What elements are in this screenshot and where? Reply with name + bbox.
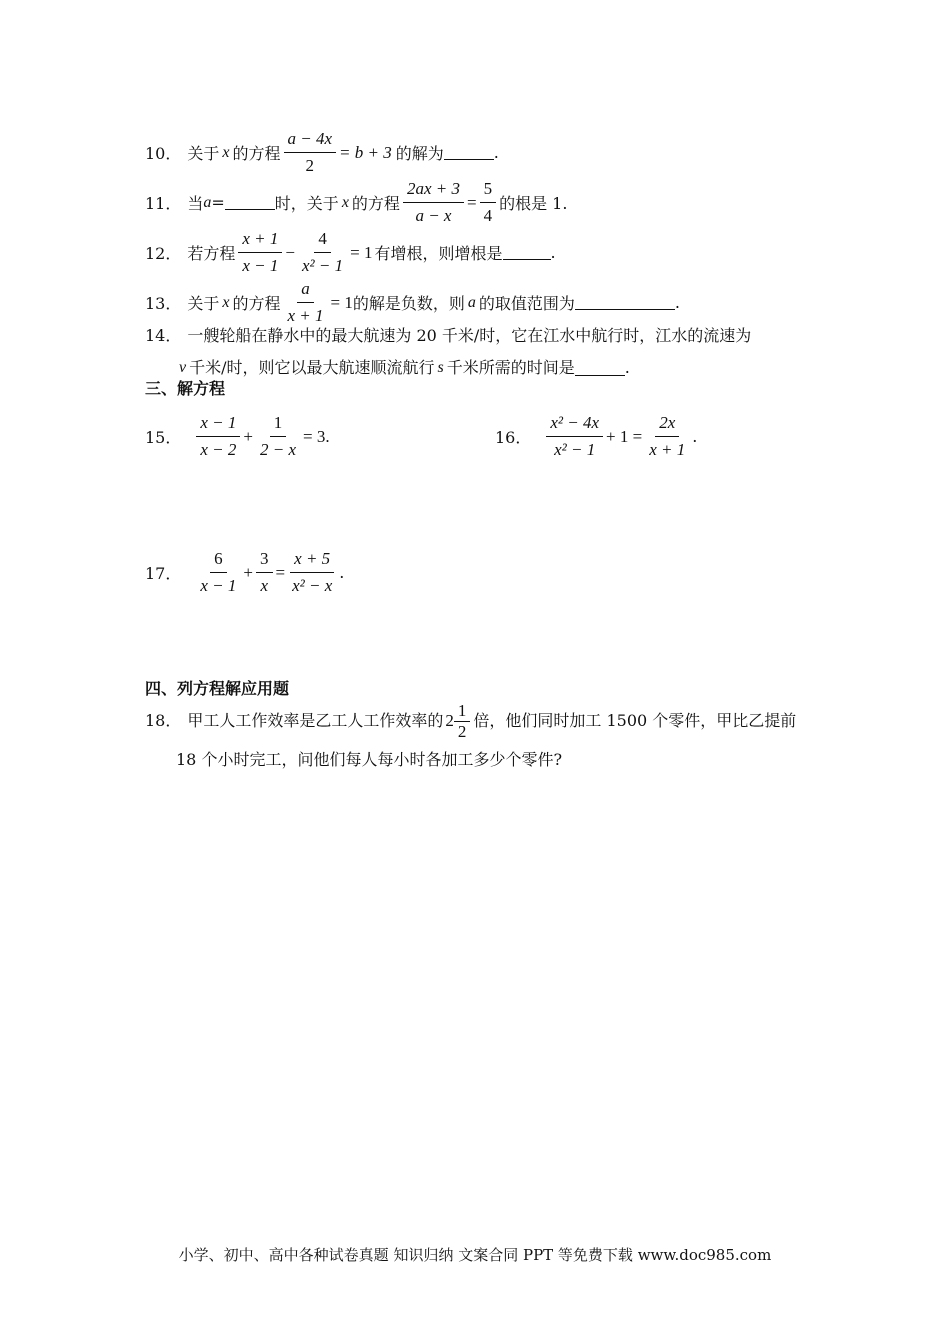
- fraction-denominator: x + 1: [287, 306, 324, 325]
- fraction-numerator: 1: [270, 410, 287, 437]
- fraction-numerator: x + 5: [290, 546, 334, 573]
- fraction: [196, 546, 240, 599]
- fraction: [546, 410, 603, 463]
- fraction-denominator: 2: [457, 721, 467, 741]
- fraction-numerator: 2ax + 3: [403, 176, 464, 203]
- text: 的根是 1.: [499, 194, 568, 213]
- fraction: [403, 176, 464, 229]
- text: 时，关于: [274, 194, 339, 213]
- fraction-denominator: 4: [483, 206, 493, 225]
- fraction: [298, 226, 347, 279]
- fraction: [196, 410, 240, 463]
- text: 的方程: [232, 294, 281, 313]
- fraction: [454, 701, 471, 742]
- text: 一艘轮船在静水中的最大航速为 20 千米/时，它在江水中航行时，江水的流速为: [187, 326, 752, 345]
- fraction-numerator: 1: [454, 701, 471, 722]
- text: 的取值范围为: [478, 294, 575, 313]
- text: 18 个小时完工，问他们每人每小时各加工多少个零件?: [176, 750, 563, 769]
- text: 千米所需的时间是: [446, 358, 575, 377]
- fraction: [284, 126, 337, 179]
- text: =: [211, 193, 225, 212]
- question-number: 17．: [145, 564, 182, 583]
- fraction-numerator: 4: [314, 226, 331, 253]
- fraction: [256, 546, 273, 599]
- question-12: [145, 226, 556, 279]
- fraction: [480, 176, 497, 229]
- equation-rhs: = 3.: [303, 426, 330, 446]
- fraction-numerator: a − 4x: [284, 126, 337, 153]
- fraction-denominator: x² − x: [292, 576, 333, 595]
- minus-sign: −: [285, 242, 296, 262]
- question-11: [145, 176, 567, 229]
- text: 的解为: [395, 144, 444, 163]
- answer-blank[interactable]: [444, 145, 494, 160]
- fraction-numerator: 5: [480, 176, 497, 203]
- plus-sign: +: [243, 426, 253, 446]
- fraction-numerator: x − 1: [196, 410, 240, 437]
- answer-blank[interactable]: [503, 245, 551, 260]
- text: .: [674, 293, 681, 312]
- text: .: [493, 143, 499, 162]
- question-number: 18．: [145, 711, 182, 730]
- fraction-numerator: a: [297, 276, 314, 303]
- fraction: [238, 226, 282, 279]
- question-number: 14．: [145, 326, 182, 345]
- text: .: [692, 427, 698, 446]
- fraction-denominator: 2 − x: [260, 440, 297, 459]
- question-number: 12．: [145, 244, 182, 263]
- fraction-numerator: 6: [210, 546, 227, 573]
- question-number: 16．: [495, 428, 532, 447]
- text: 甲工人工作效率是乙工人工作效率的: [187, 711, 444, 730]
- fraction-denominator: x: [260, 576, 269, 595]
- text: 倍，他们同时加工 1500 个零件，甲比乙提前: [473, 711, 797, 730]
- text: .: [339, 563, 345, 582]
- fraction-denominator: x + 1: [649, 440, 686, 459]
- fraction-numerator: x² − 4x: [546, 410, 603, 437]
- question-number: 15．: [145, 428, 182, 447]
- plus-sign: +: [243, 562, 253, 582]
- text: 关于: [187, 144, 220, 163]
- fraction: [645, 410, 689, 463]
- variable: a: [203, 193, 212, 211]
- text: .: [550, 243, 556, 262]
- fraction-denominator: x² − 1: [554, 440, 596, 459]
- fraction-denominator: 2: [305, 156, 315, 175]
- text: 的方程: [232, 144, 281, 163]
- variable: x: [222, 293, 230, 311]
- equation-rhs: = b + 3: [339, 142, 392, 162]
- question-number: 11．: [145, 194, 182, 213]
- fraction-denominator: x − 2: [200, 440, 237, 459]
- fraction: [256, 410, 300, 463]
- equation-middle: + 1 =: [606, 426, 643, 446]
- equation-rhs: = 1: [350, 242, 373, 262]
- question-17: [145, 546, 344, 599]
- text: 关于: [187, 294, 220, 313]
- variable: a: [467, 293, 476, 311]
- fraction-denominator: x − 1: [200, 576, 237, 595]
- answer-blank[interactable]: [575, 361, 625, 376]
- text: 的方程: [351, 194, 400, 213]
- footer-text: 小学、初中、高中各种试卷真题 知识归纳 文案合同 PPT 等免费下载 www.doc985.com: [178, 1246, 772, 1264]
- text: 的解是负数，则: [352, 294, 465, 313]
- fraction-numerator: x + 1: [238, 226, 282, 253]
- section-heading: 三、解方程: [145, 379, 226, 398]
- answer-blank[interactable]: [575, 295, 675, 310]
- answer-blank[interactable]: [225, 195, 275, 210]
- fraction-denominator: x² − 1: [302, 256, 344, 275]
- text: 有增根，则增根是: [374, 244, 503, 263]
- question-15: [145, 410, 330, 463]
- question-18: [145, 700, 815, 776]
- question-10: [145, 126, 499, 179]
- fraction-numerator: 2x: [655, 410, 679, 437]
- mixed-number-whole: 2: [445, 711, 454, 730]
- fraction-denominator: x − 1: [242, 256, 279, 275]
- equation-rhs: = 1: [330, 292, 353, 312]
- text: 若方程: [187, 244, 236, 263]
- variable: x: [341, 193, 349, 211]
- text: 当: [187, 194, 204, 213]
- question-16: [495, 410, 697, 463]
- question-number: 10．: [145, 144, 182, 163]
- fraction-denominator: a − x: [415, 206, 452, 225]
- fraction: [288, 546, 336, 599]
- variable: v: [179, 359, 187, 376]
- variable: s: [437, 359, 444, 376]
- text: .: [624, 358, 630, 377]
- question-14: [145, 320, 810, 384]
- variable: x: [222, 143, 230, 161]
- fraction-numerator: 3: [256, 546, 273, 573]
- equals-sign: =: [466, 192, 477, 212]
- section-heading: 四、列方程解应用题: [145, 679, 290, 698]
- question-number: 13．: [145, 294, 182, 313]
- text: 千米/时，则它以最大航速顺流航行: [189, 358, 435, 377]
- equals-sign: =: [275, 562, 286, 582]
